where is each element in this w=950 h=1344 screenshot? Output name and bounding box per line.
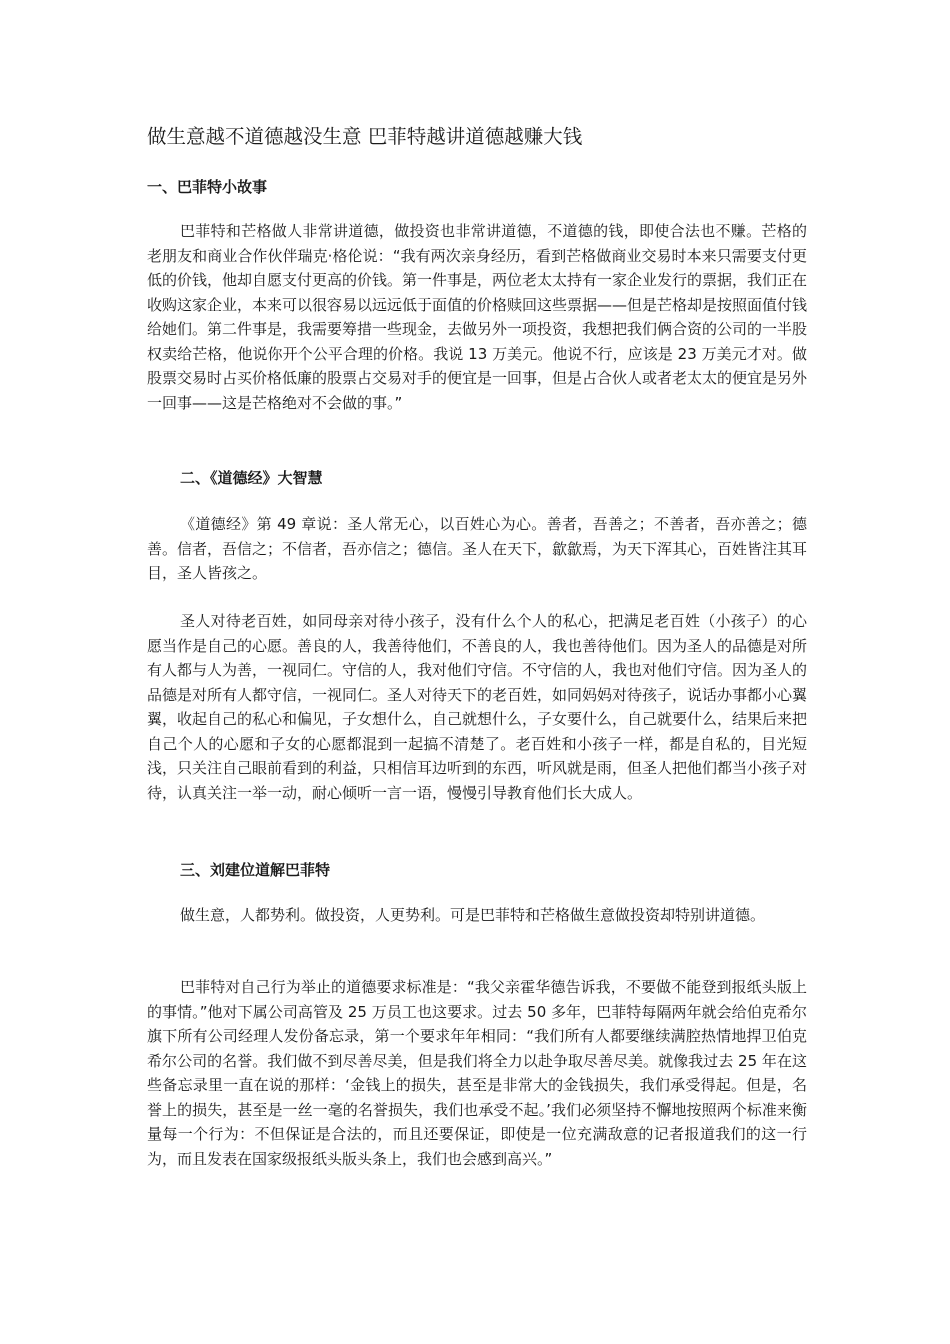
paragraph-daodejing-quote: 《道德经》第 49 章说：圣人常无心，以百姓心为心。善者，吾善之；不善者，吾亦善之；德善。信者，吾信之；不信者，吾亦信之；德信。圣人在天下，歙歙焉，为天下浑其心，百姓皆注其耳目，圣人皆孩之。 — [147, 515, 808, 582]
section-heading-analysis: 三、刘建位道解巴菲特 — [180, 861, 331, 879]
section-heading-story: 一、巴菲特小故事 — [147, 178, 268, 196]
document-title: 做生意越不道德越没生意 巴菲特越讲道德越赚大钱 — [147, 125, 583, 148]
section-heading-daodejing: 二、《道德经》大智慧 — [180, 469, 323, 487]
paragraph-analysis-buffett-standard: 巴菲特对自己行为举止的道德要求标准是：“我父亲霍华德告诉我，不要做不能登到报纸头版上的事情。”他对下属公司高管及 25 万员工也这要求。过去 50 多年，巴菲特每隔两年就会给伯克希尔旗下所有公司经理人发份备忘录，第一个要求年年相同：“我们所有人都要继续满腔热情地捍卫伯克希尔公司的名誉。我们做不到尽善尽美，但是我们将全力以赴争取尽善尽美。就像我过去 25 年在这些备忘录里一直在说的那样：‘金钱上的损失，甚至是非常大的金钱损失，我们承受得起。但是，名誉上的损失，甚至是一丝一毫的名誉损失，我们也承受不起。’我们必须坚持不懈地按照两个标准来衡量每一个行为：不但保证是合法的，而且还要保证，即使是一位充满敌意的记者报道我们的这一行为，而且发表在国家级报纸头版头条上，我们也会感到高兴。” — [147, 978, 807, 1168]
paragraph-daodejing-explanation: 圣人对待老百姓，如同母亲对待小孩子，没有什么个人的私心，把满足老百姓（小孩子）的心愿当作是自己的心愿。善良的人，我善待他们，不善良的人，我也善待他们。因为圣人的品德是对所有人都与人为善，一视同仁。守信的人，我对他们守信。不守信的人，我也对他们守信。因为圣人的品德是对所有人都守信，一视同仁。圣人对待天下的老百姓，如同妈妈对待孩子，说话办事都小心翼翼，收起自己的私心和偏见，子女想什么，自己就想什么，子女要什么，自己就要什么，结果后来把自己个人的心愿和子女的心愿都混到一起搞不清楚了。老百姓和小孩子一样，都是自私的，目光短浅，只关注自己眼前看到的利益，只相信耳边听到的东西，听风就是雨，但圣人把他们都当小孩子对待，认真关注一举一动，耐心倾听一言一语，慢慢引导教育他们长大成人。 — [147, 612, 808, 802]
paragraph-analysis-intro: 做生意，人都势利。做投资，人更势利。可是巴菲特和芒格做生意做投资却特别讲道德。 — [180, 906, 766, 924]
paragraph-story: 巴菲特和芒格做人非常讲道德，做投资也非常讲道德，不道德的钱，即使合法也不赚。芒格的老朋友和商业合作伙伴瑞克·格伦说：“我有两次亲身经历，看到芒格做商业交易时本来只需要支付更低的价钱，他却自愿支付更高的价钱。第一件事是，两位老太太持有一家企业发行的票据，我们正在收购这家企业，本来可以很容易以远远低于面值的价格赎回这些票据——但是芒格却是按照面值付钱给她们。第二件事是，我需要筹措一些现金，去做另外一项投资，我想把我们俩合资的公司的一半股权卖给芒格，他说你开个公平合理的价格。我说 13 万美元。他说不行，应该是 23 万美元才对。做股票交易时占买价格低廉的股票占交易对手的便宜是一回事，但是占合伙人或者老太太的便宜是另外一回事——这是芒格绝对不会做的事。” — [147, 222, 808, 412]
